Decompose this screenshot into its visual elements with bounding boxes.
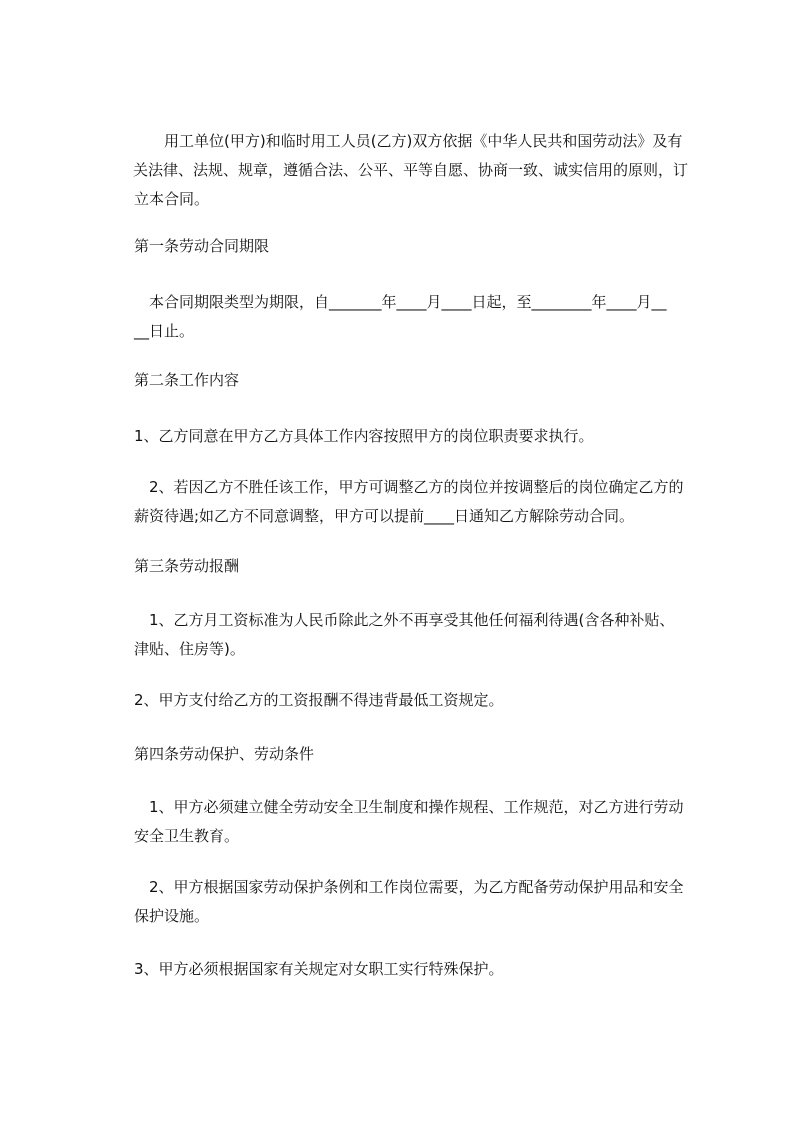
article-3-item-1-line-1: 1、乙方月工资标准为人民币除此之外不再享受其他任何福利待遇(含各种补贴、 (134, 611, 675, 629)
article-3-heading: 第三条劳动报酬 (134, 557, 240, 575)
term-line-2: __日止。 (134, 322, 195, 340)
article-1-term-paragraph (134, 288, 714, 346)
article-4-item-2 (134, 873, 714, 931)
article-4-item-2-line-2: 保护设施。 (134, 907, 210, 925)
article-4-heading: 第四条劳动保护、劳动条件 (134, 745, 315, 763)
article-1-heading: 第一条劳动合同期限 (134, 237, 270, 255)
article-3-item-1 (134, 606, 714, 664)
term-line-1: 本合同期限类型为期限，自_______年____月____日起，至________年____月__ (134, 293, 667, 311)
intro-line-2: 关法律、法规、规章，遵循合法、公平、平等自愿、协商一致、诚实信用的原则，订 (133, 161, 689, 179)
article-4-item-1-line-2: 安全卫生教育。 (134, 827, 240, 845)
article-3-item-1-line-2: 津贴、住房等)。 (134, 640, 245, 658)
article-2-item-2-line-2: 薪资待遇;如乙方不同意调整，甲方可以提前____日通知乙方解除劳动合同。 (134, 507, 635, 525)
article-2-item-2-line-1: 2、若因乙方不胜任该工作，甲方可调整乙方的岗位并按调整后的岗位确定乙方的 (134, 478, 684, 496)
intro-line-1: 用工单位(甲方)和临时用工人员(乙方)双方依据《中华人民共和国劳动法》及有 (134, 132, 683, 150)
article-2-item-2 (134, 473, 714, 531)
article-4-item-1-line-1: 1、甲方必须建立健全劳动安全卫生制度和操作规程、工作规范，对乙方进行劳动 (134, 798, 684, 816)
article-2-heading: 第二条工作内容 (134, 371, 240, 389)
article-4-item-3: 3、甲方必须根据国家有关规定对女职工实行特殊保护。 (134, 960, 504, 978)
article-3-item-2: 2、甲方支付给乙方的工资报酬不得违背最低工资规定。 (134, 691, 504, 709)
intro-line-3: 立本合同。 (134, 190, 210, 208)
article-4-item-2-line-1: 2、甲方根据国家劳动保护条例和工作岗位需要，为乙方配备劳动保护用品和安全 (134, 878, 684, 896)
article-4-item-1 (134, 793, 714, 851)
article-2-item-1: 1、乙方同意在甲方乙方具体工作内容按照甲方的岗位职责要求执行。 (134, 427, 594, 445)
intro-paragraph (134, 127, 714, 214)
